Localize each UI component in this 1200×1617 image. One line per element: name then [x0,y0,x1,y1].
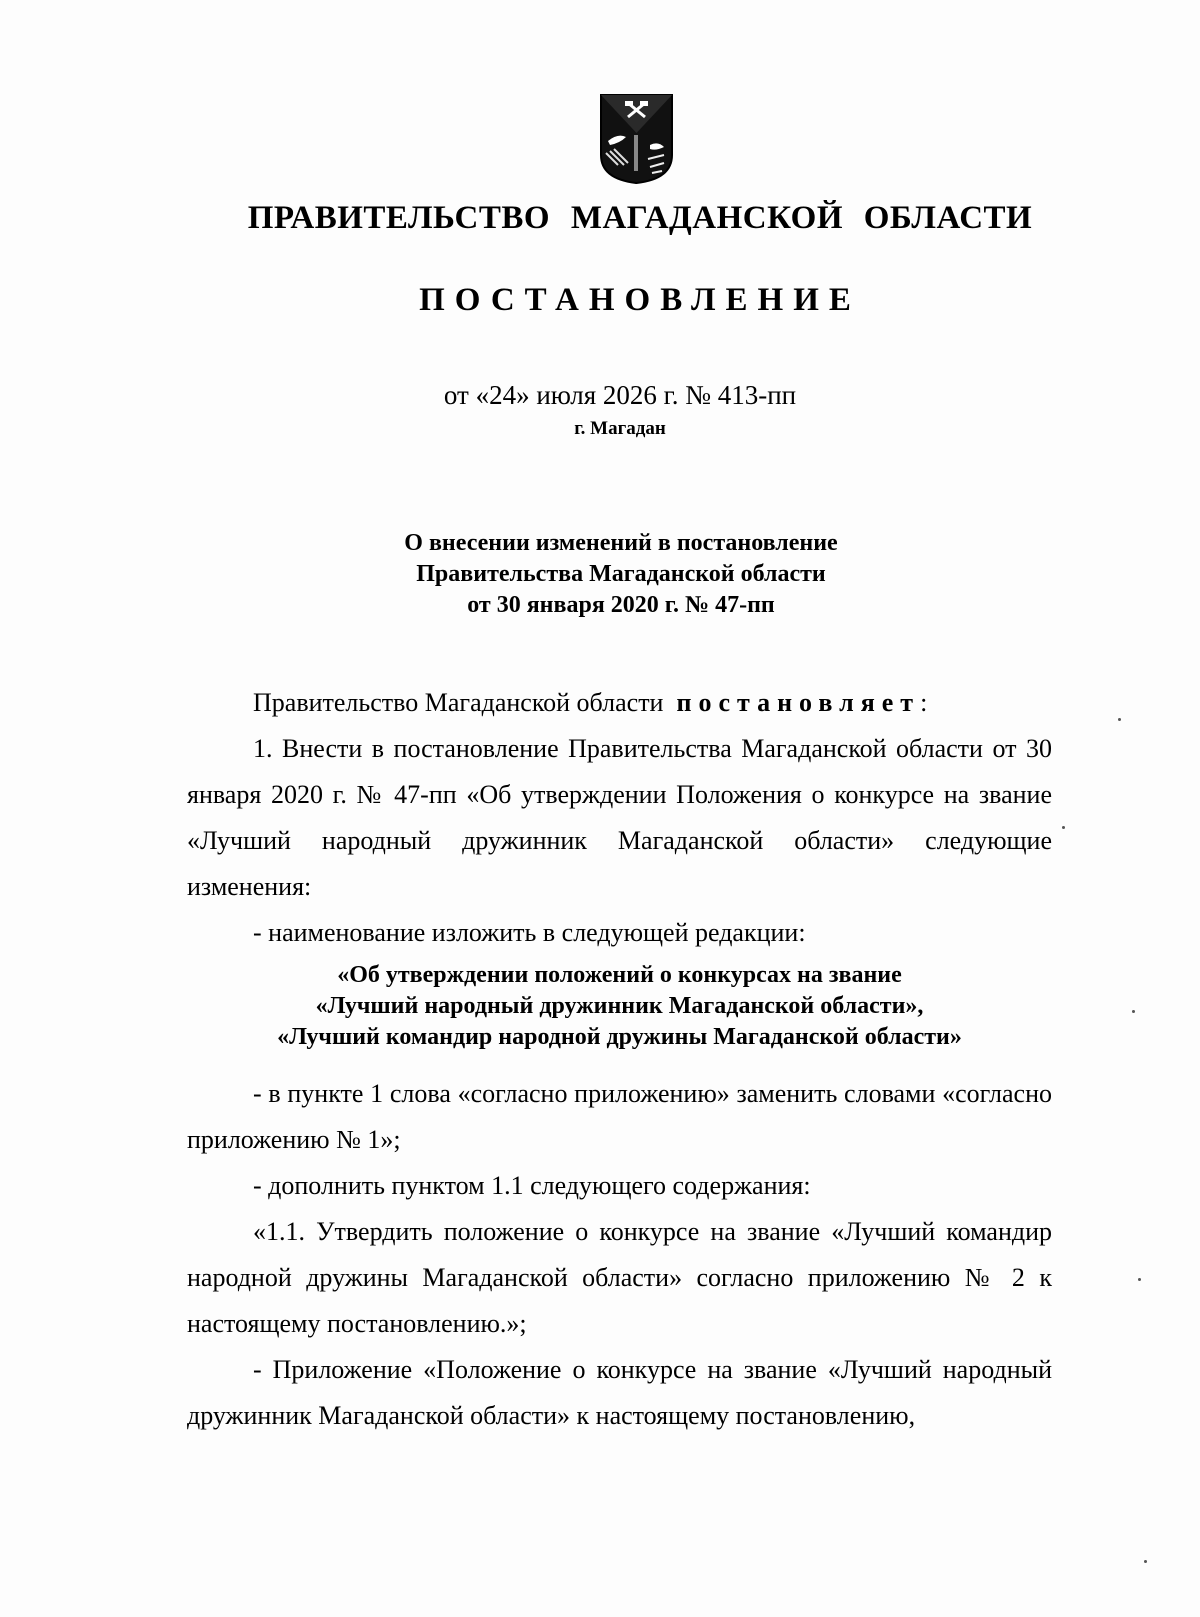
quoted-new-title [187,960,1052,1053]
coat-of-arms-icon [598,93,675,185]
subject-line: от 30 января 2020 г. № 47-пп [467,592,775,618]
paragraph-6: - Приложение «Положение о конкурсе на звание «Лучший народный дружинник Магаданской области» к настоящему постановлению, [187,1355,1052,1430]
document-body [187,680,1052,1439]
document-date-number: от «24» июля 2026 г. № 413-пп [443,380,797,410]
quoted-title-line: «Лучший командир народной дружины Магаданской области» [277,1024,962,1050]
intro-suffix: : [920,688,928,717]
subject-line: О внесении изменений в постановление [404,530,838,556]
paragraph-4: - дополнить пунктом 1.1 следующего содержания: [253,1171,811,1200]
paragraph-3: - в пункте 1 слова «согласно приложению» заменить словами «согласно приложению № 1»; [187,1079,1052,1154]
scan-speck [1132,1010,1135,1013]
quoted-title-line: «Об утверждении положений о конкурсах на звание [337,962,902,988]
paragraph-2: - наименование изложить в следующей редакции: [253,918,806,947]
scan-speck [1118,718,1121,721]
scan-speck [1138,1278,1141,1281]
document-city: г. Магадан [574,418,666,439]
intro-paragraph [187,680,1052,726]
intro-prefix: Правительство Магаданской области [253,688,664,717]
intro-verb: постановляет [676,688,921,717]
subject-line: Правительства Магаданской области [416,561,826,587]
scan-speck [1062,826,1065,829]
paragraph-5: «1.1. Утвердить положение о конкурсе на звание «Лучший командир народной дружины Магаданской области» согласно приложению № 2 к настоящему постановлению.»; [187,1217,1052,1338]
document-type-title: ПОСТАНОВЛЕНИЕ [419,282,861,318]
scan-speck [1144,1560,1147,1563]
quoted-title-line: «Лучший народный дружинник Магаданской области», [315,993,924,1019]
government-title: ПРАВИТЕЛЬСТВО МАГАДАНСКОЙ ОБЛАСТИ [247,200,1033,236]
document-subject [0,528,1200,621]
paragraph-1: 1. Внести в постановление Правительства Магаданской области от 30 января 2020 г. № 47-пп «Об утверждении Положения о конкурсе на звание «Лучший народный дружинник Магаданской области» следующие изменения: [187,734,1052,901]
